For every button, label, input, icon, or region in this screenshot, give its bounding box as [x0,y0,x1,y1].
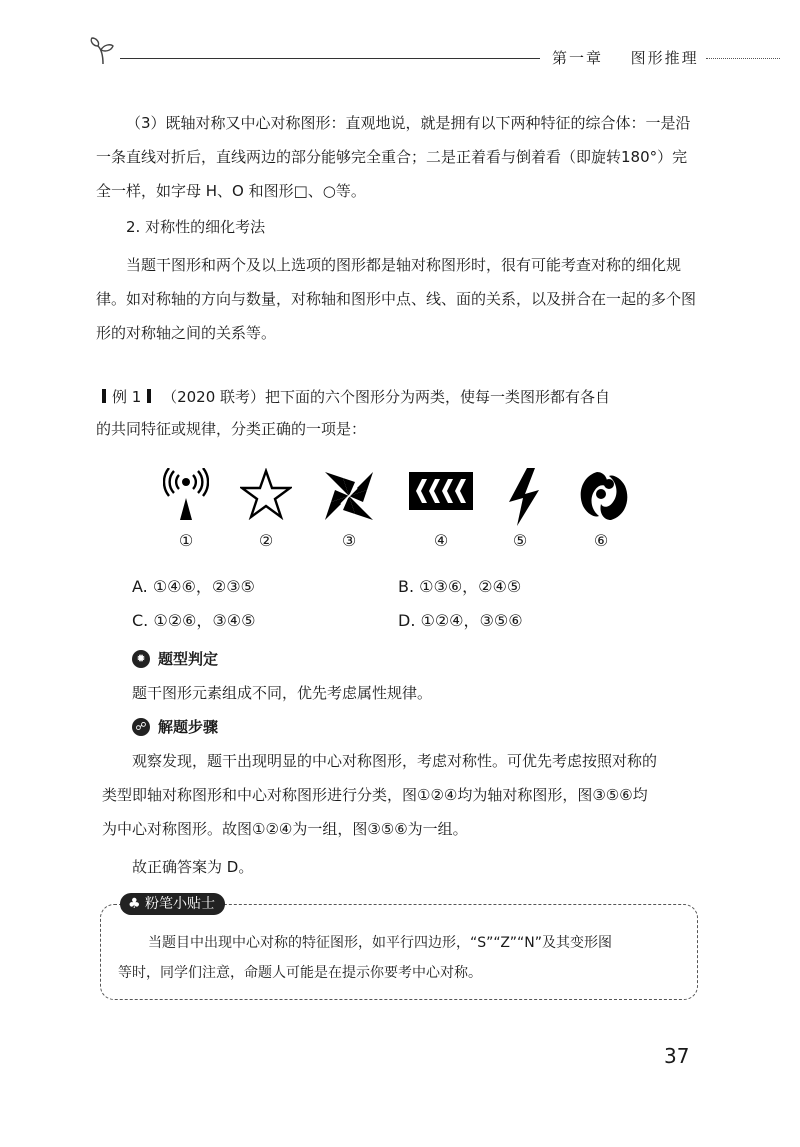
figure-number-4: ④ [433,531,449,550]
solution-title: 解题步骤 [158,718,219,736]
figure-number-5: ⑤ [512,531,528,550]
steps-icon: ☍ [132,718,150,736]
figure-number-2: ② [258,531,274,550]
example-line1-text: （2020 联考）把下面的六个图形分为两类，使每一类图形都有各自 [162,388,611,406]
tip-line1: 当题目中出现中心对称的特征图形，如平行四边形，“S”“Z”“N”及其变形图 [148,935,612,951]
tip-label-text: 粉笔小贴士 [145,896,216,912]
solution-line2: 类型即轴对称图形和中心对称图形进行分类，图①②④均为轴对称图形，图③⑤⑥均 [102,786,648,804]
chevron-arrows-icon [408,468,474,514]
option-b: B. ①③⑥，②④⑤ [398,577,522,596]
judgement-title: 题型判定 [158,650,219,668]
subheading-symmetry-refined: 2. 对称性的细化考法 [126,218,266,236]
tip-line2: 等时，同学们注意，命题人可能是在提示你要考中心对称。 [118,965,482,981]
paragraph-symmetry-both: （3）既轴对称又中心对称图形：直观地说，就是拥有以下两种特征的综合体：一是沿一条直线对折后，直线两边的部分能够完全重合；二是正着看与倒着看（即旋转180°）完全一样，如字母 H、O 和图形□、○等。 [96,114,691,200]
example-bracket-right [147,389,151,403]
chapter-label: 第一章 [552,49,604,67]
option-c: C. ①②⑥，③④⑤ [132,611,256,630]
judgement-text: 题干图形元素组成不同，优先考虑属性规律。 [132,684,433,702]
example-bracket-left [102,389,106,403]
header-dotted-rule [706,58,780,59]
figure-1 [163,468,209,522]
solution-answer: 故正确答案为 D。 [132,858,254,876]
figure-3 [321,468,377,524]
figure-6 [575,468,633,524]
sprout-icon [86,34,120,68]
swirl-icon [575,468,633,524]
figure-5 [503,468,545,526]
solution-line3: 为中心对称图形。故图①②④为一组，图③⑤⑥为一组。 [102,820,468,838]
option-a: A. ①④⑥，②③⑤ [132,577,255,596]
lightning-bolt-icon [503,468,545,526]
pinwheel-icon [321,468,377,524]
figure-number-6: ⑥ [593,531,609,550]
tip-sprout-icon: ♣ [128,896,146,912]
example-label: 例 1 [112,388,142,406]
star-outline-icon [240,468,292,520]
option-d: D. ①②④，③⑤⑥ [398,611,523,630]
figure-2 [240,468,292,520]
figure-4 [408,468,474,514]
sun-icon: ✹ [132,650,150,668]
running-header [552,47,699,68]
figure-number-1: ① [178,531,194,550]
example-question-line1 [96,386,610,407]
page-number: 37 [664,1044,690,1068]
tip-label [120,893,225,915]
figure-number-3: ③ [341,531,357,550]
section-label: 图形推理 [630,49,699,67]
paragraph-symmetry-refined: 当题干图形和两个及以上选项的图形都是轴对称图形时，很有可能考查对称的细化规律。如对称轴的方向与数量，对称轴和图形中点、线、面的关系，以及拼合在一起的多个图形的对称轴之间的关系等。 [96,256,697,342]
header-rule [120,58,540,59]
tip-box [100,904,698,1000]
signal-tower-icon [163,468,209,522]
solution-line1: 观察发现，题干出现明显的中心对称图形，考虑对称性。可优先考虑按照对称的 [132,752,658,770]
example-question-line2: 的共同特征或规律，分类正确的一项是： [96,420,367,438]
